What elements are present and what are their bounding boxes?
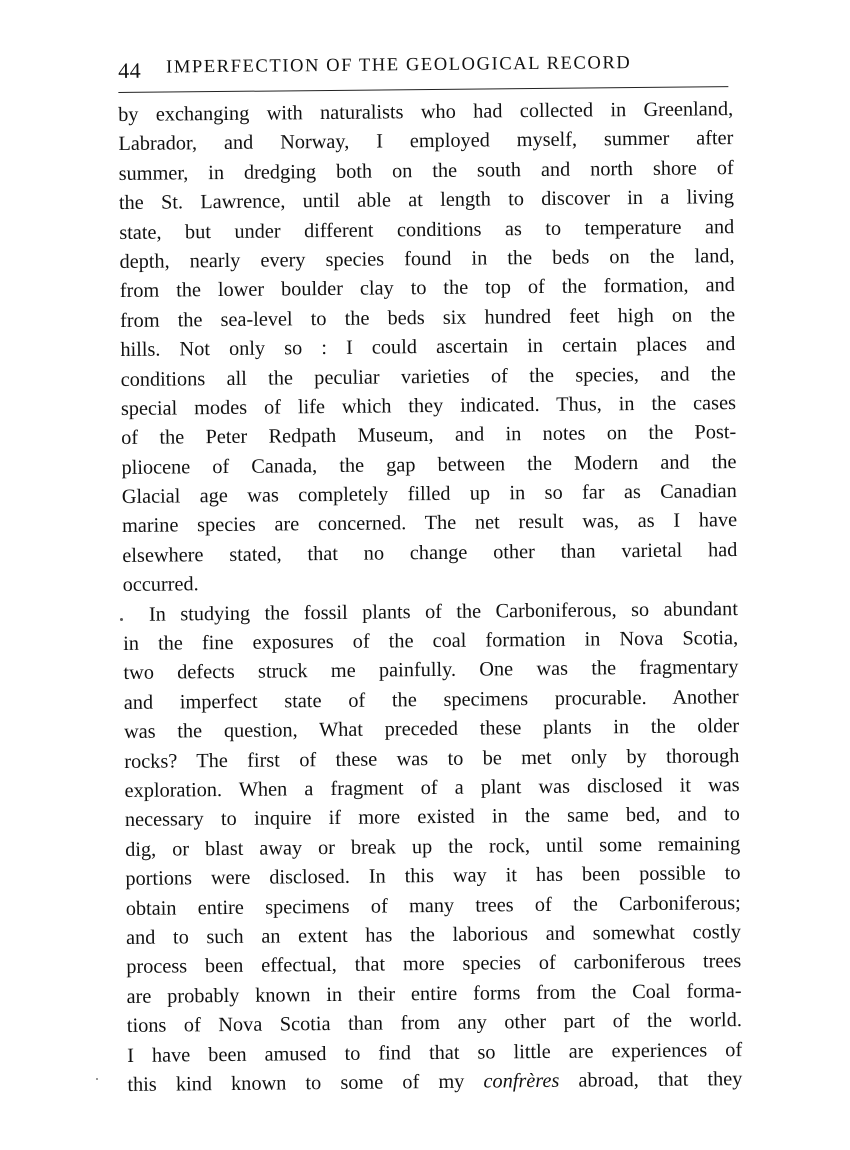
text-line: the St. Lawrence, until able at length to discover in a living (118, 186, 735, 215)
text-line: Glacial age was completely filled up in so far as Canadian (121, 480, 737, 509)
text-line: from the lower boulder clay to the top of the formation, and (119, 274, 735, 303)
page-number: 44 (118, 57, 142, 83)
margin-speck (96, 1078, 98, 1080)
text-line: Labrador, and Norway, I employed myself, summer after (118, 127, 734, 156)
text-line: tions of Nova Scotia than from any other part of the world. (126, 1009, 742, 1038)
text-line: hills. Not only so : I could ascertain in certain places and (120, 333, 736, 362)
text-line: two defects struck me painfully. One was the fragmentary (123, 656, 739, 685)
final-line-tail: abroad, that they (578, 1067, 743, 1092)
text-line: of the Peter Redpath Museum, and in notes on the Post- (121, 421, 737, 450)
text-line: by exchanging with naturalists who had collected in Greenland, (118, 98, 734, 126)
text-line: was the question, What preceded these plants in the older (123, 715, 740, 744)
text-line: occurred. (122, 573, 199, 597)
text-line-final (127, 1065, 742, 1100)
text-line: necessary to inquire if more existed in the same bed, and to (124, 803, 740, 832)
text-line: obtain entire specimens of many trees of the Carboniferous; (125, 891, 741, 920)
text-line: marine species are concerned. The net result was, as I have (121, 509, 738, 538)
text-line: state, but under different conditions as to temperature and (119, 215, 735, 244)
text-line: exploration. When a fragment of a plant was disclosed it was (124, 774, 740, 802)
running-head (118, 48, 728, 88)
text-line: and imperfect state of the specimens procurable. Another (123, 685, 739, 714)
text-line: are probably known in their entire forms from the Coal forma- (126, 979, 742, 1008)
text-line: conditions all the peculiar varieties of the species, and the (120, 362, 736, 391)
final-line-lead: this kind known to some of my (127, 1070, 465, 1096)
text-line: process been effectual, that more species of carboniferous trees (126, 950, 742, 979)
text-line: I have been amused to find that so little are experiences of (127, 1038, 743, 1067)
text-line: dig, or blast away or break up the rock, until some remaining (125, 832, 741, 861)
text-line: special modes of life which they indicated. Thus, in the cases (120, 391, 737, 420)
text-line: elsewhere stated, that no change other than varietal had (122, 538, 738, 567)
text-line: In studying the fossil plants of the Carboniferous, so abundant (148, 597, 739, 626)
text-line: from the sea-level to the beds six hundred feet high on the (120, 303, 736, 332)
text-line: pliocene of Canada, the gap between the Modern and the (121, 450, 737, 479)
text-line: portions were disclosed. In this way it has been possible to (125, 862, 741, 891)
text-line: and to such an extent has the laborious and somewhat costly (125, 920, 742, 949)
running-title: IMPERFECTION OF THE GEOLOGICAL RECORD (166, 53, 632, 78)
header-rule (118, 86, 728, 93)
text-line: rocks? The first of these was to be met only by thorough (124, 744, 740, 773)
text-line: in the fine exposures of the coal formation in Nova Scotia, (123, 627, 739, 656)
italic-word: confrères (483, 1069, 560, 1093)
text-line: depth, nearly every species found in the beds on the land, (119, 245, 735, 273)
text-line: summer, in dredging both on the south and north shore of (118, 156, 734, 185)
body-text (118, 95, 743, 1100)
